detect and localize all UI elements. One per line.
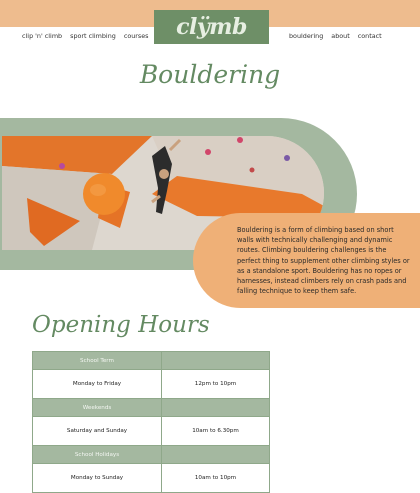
table-row [33,417,270,446]
opening-hours-title: Opening Hours [32,312,210,338]
table-row [33,370,270,399]
time-cell: 12pm to 10pm [162,370,270,399]
nav-right [289,32,382,40]
time-cell: 10am to 6.30pm [162,417,270,446]
logo[interactable]: clÿmb [154,10,269,44]
group-empty-cell [162,399,270,417]
description-box: Bouldering is a form of climbing based on short walls with technically challenging and dynamic routes. Climbing bouldering challenges is the perfect thing to supplement other climbing styles or as a standalone sport. Bouldering has no ropes or harnesses, instead climbers rely on crash pads and falling technique to keep them safe. [193,213,420,308]
group-empty-cell [162,352,270,370]
time-cell: 10am to 10pm [162,464,270,493]
opening-hours-table [32,351,270,493]
nav-link-about[interactable]: about [331,32,350,40]
table-group-row [33,446,270,464]
nav-left [22,32,149,40]
days-cell: Monday to Friday [33,370,162,399]
table-row [33,464,270,493]
group-label: School Term [33,352,162,370]
nav-link-courses[interactable]: courses [123,32,149,40]
days-cell: Monday to Sunday [33,464,162,493]
days-cell: Saturday and Sunday [33,417,162,446]
group-label: Weekends [33,399,162,417]
page-title: Bouldering [139,60,281,89]
nav-link-contact[interactable]: contact [357,32,382,40]
group-empty-cell [162,446,270,464]
nav-link-sport-climbing[interactable]: sport climbing [70,32,116,40]
group-label: School Holidays [33,446,162,464]
table-group-row [33,399,270,417]
table-group-row [33,352,270,370]
nav-link-bouldering[interactable]: bouldering [289,32,324,40]
nav-link-clip-n-climb[interactable]: clip 'n' climb [22,32,63,40]
